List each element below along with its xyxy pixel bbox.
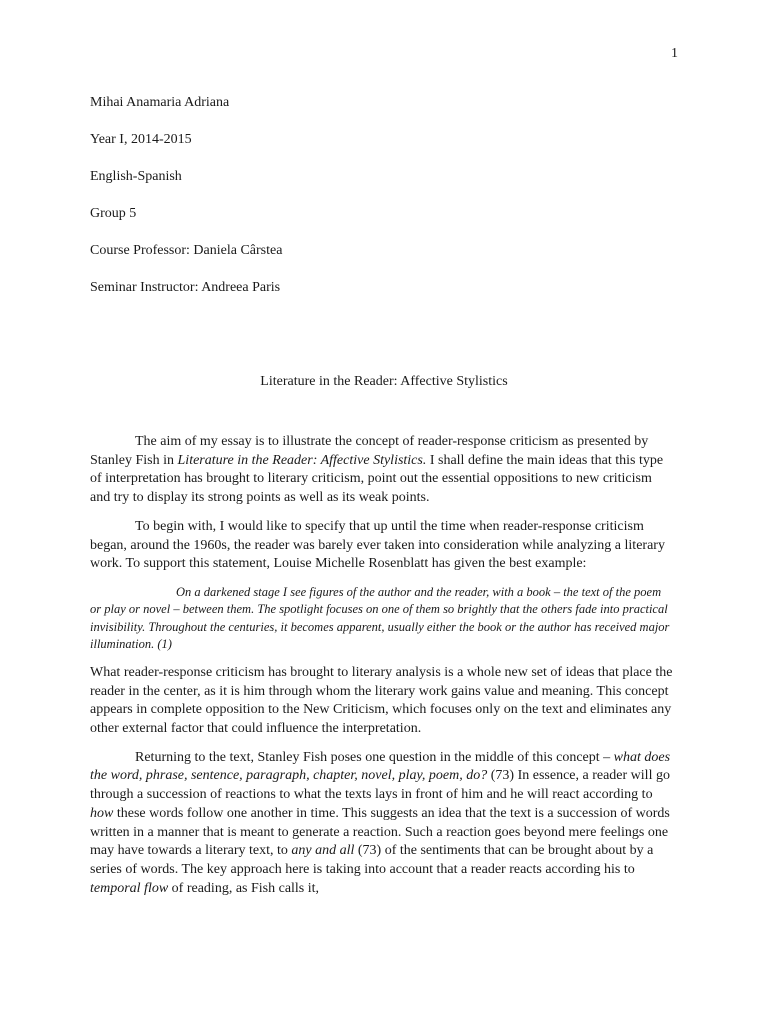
group: Group 5 (90, 206, 137, 221)
block-quote: On a darkened stage I see figures of the author and the reader, with a book – the text of the poem or play or novel – between them. The spotlight focuses on one of them so brightly that the others fade into practical invisibility. Throughout the centuries, it becomes apparent, usually either the book or the author has received major illumination. (1) (90, 584, 670, 652)
p4-any-and-all: any and all (291, 843, 355, 859)
p4-text-e: these words follow one another in time. This suggests an idea that the text is a succession of words written in a manner that is meant to generate a reaction. Such a reaction goes beyond mere feelings one may have towards a literary text, to (90, 805, 670, 859)
seminar-instructor: Seminar Instructor: Andreea Paris (90, 280, 281, 295)
essay-header (90, 94, 690, 316)
student-name: Mihai Anamaria Adriana (90, 95, 230, 110)
p1-text-end: I shall define the main ideas that this type of interpretation has brought to literary criticism, point out the essential oppositions to new criticism and try to display its strong points as well as its weak points. (90, 452, 664, 506)
essay-title: Literature in the Reader: Affective Stylistics (260, 374, 508, 389)
p1-text: The aim of my essay is to illustrate the concept of reader-response criticism as presented by Stanley Fish in (90, 434, 649, 468)
paragraph-2: To begin with, I would like to specify that up until the time when reader-response criticism began, around the 1960s, the reader was barely ever taken into consideration while analyzing a literary work. To support this statement, Louise Michelle Rosenblatt has given the best example: (90, 518, 665, 572)
essay-body (90, 433, 673, 908)
course-professor: Course Professor: Daniela Cârstea (90, 243, 283, 258)
academic-year: Year I, 2014-2015 (90, 132, 192, 147)
paragraph-1 (90, 433, 673, 508)
p1-book-title: Literature in the Reader: Affective Stylistics. (177, 452, 427, 468)
p4-text-g: (73) of the sentiments that can be brought about by a series of words. The key approach here is taking into account that a reader reacts according his to (90, 843, 654, 877)
p4-question: what does the word, phrase, sentence, paragraph, chapter, novel, play, poem, do? (90, 749, 671, 784)
p4-text-i: of reading, as Fish calls it, (168, 880, 320, 896)
p4-text-c: (73) In essence, a reader will go through a succession of reactions to what the texts lays in front of him and he will react according to (90, 768, 670, 803)
p4-text-a: Returning to the text, Stanley Fish poses one question in the middle of this concept – (135, 749, 614, 765)
p4-how: how (90, 805, 114, 821)
paragraph-4 (90, 749, 673, 899)
page-number: 1 (671, 46, 678, 61)
p4-temporal-flow: temporal flow (90, 880, 169, 896)
specialization: English-Spanish (90, 169, 182, 184)
paragraph-3: What reader-response criticism has brought to literary analysis is a whole new set of ideas that place the reader in the center, as it is him through whom the literary work gains value and meaning. This concept appears in complete opposition to the New Criticism, which focuses only on the text and eliminates any other external factor that could influence the interpretation. (90, 664, 673, 737)
